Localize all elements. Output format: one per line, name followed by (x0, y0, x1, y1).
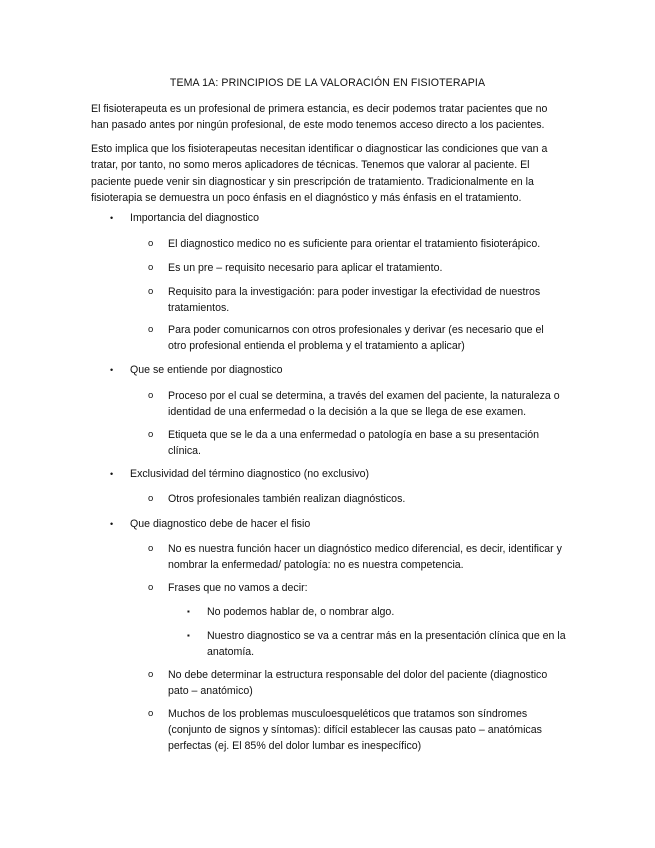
bullet-icon: • (110, 469, 114, 479)
document-page: TEMA 1A: PRINCIPIOS DE LA VALORACIÓN EN FISIOTERAPIA El fisioterapeuta es un profesional de primera estancia, es decir podemos tratar pacientes que no han pasado antes por ningún profesional, de este modo tenemos acceso directo a los pacientes. Esto implica que los fisioterapeutas necesitan identificar o diagnosticar las condiciones que van a tratar, por tanto, no somo meros aplicadores de técnicas. Tenemos que valorar al paciente. El paciente puede venir sin diagnosticar y sin prescripción de tratamiento. Tradicionalmente en la fisioterapia se demuestra un poco énfasis en el diagnóstico y más énfasis en el tratamiento. • Importancia del diagnostico o El diagnostico medico no es suficiente para orientar el tratamiento fisioterápico. o Es un pre – requisito necesario para aplicar el tratamiento. o Requisito para la investigación: para poder investigar la efectividad de nuestros tratamientos. o Para poder comunicarnos con otros profesionales y derivar (es necesario que el otro profesional entienda el problema y el tratamiento a aplicar) • Que se entiende por diagnostico o Proceso por el cual se determina, a través del examen del paciente, la naturaleza o identidad de una enfermedad o la decisión a la que se llega de ese examen. o Etiqueta que se le da a una enfermedad o patología en base a su presentación clínica. • Exclusividad del término diagnostico (no exclusivo) o Otros profesionales también realizan diagnósticos. • Que diagnostico debe de hacer el fisio o No es nuestra función hacer un diagnóstico medico diferencial, es decir, identificar y nombrar la enfermedad/ patología: no es nuestra competencia. o Frases que no vamos a decir: ▪ No podemos hablar de, o nombrar algo. ▪ Nuestro diagnostico se va a centrar más en la presentación clínica que en la anatomía. o No debe determinar la estructura responsable del dolor del paciente (diagnostico pato – anatómico) o Muchos de los problemas musculoesqueléticos que tratamos son síndromes (conjunto de signos y síntomas): difícil establecer las causas pato – anatómicas perfectas (ej. El 85% del dolor lumbar es inespecífico) (0, 0, 655, 848)
circle-bullet-icon: o (148, 429, 154, 440)
circle-bullet-icon: o (148, 669, 154, 680)
square-bullet-icon: ▪ (187, 607, 190, 616)
circle-bullet-icon: o (148, 582, 154, 593)
circle-bullet-icon: o (148, 493, 154, 504)
page-title: TEMA 1A: PRINCIPIOS DE LA VALORACIÓN EN FISIOTERAPIA (169, 77, 486, 89)
bullet-icon: • (110, 213, 114, 223)
circle-bullet-icon: o (148, 286, 154, 297)
circle-bullet-icon: o (148, 262, 154, 273)
square-bullet-icon: ▪ (187, 631, 190, 640)
bullet-icon: • (110, 519, 114, 529)
bullet-icon: • (110, 365, 114, 375)
intro-paragraph: El fisioterapeuta es un profesional de primera estancia, es decir podemos tratar pacientes que no han pasado antes por ningún profesional, de este modo tenemos acceso directo a los pacientes. (91, 103, 548, 132)
implication-paragraph: Esto implica que los fisioterapeutas necesitan identificar o diagnosticar las condiciones que van a tratar, por tanto, no somo meros aplicadores de técnicas. Tenemos que valorar al paciente. El paciente puede venir sin diagnosticar y sin prescripción de tratamiento. Tradicionalmente en la fisioterapia se demuestra un poco énfasis en el diagnóstico y más énfasis en el tratamiento. (91, 143, 548, 204)
circle-bullet-icon: o (148, 390, 154, 401)
circle-bullet-icon: o (148, 543, 154, 554)
circle-bullet-icon: o (148, 708, 154, 719)
circle-bullet-icon: o (148, 324, 154, 335)
circle-bullet-icon: o (148, 238, 154, 249)
